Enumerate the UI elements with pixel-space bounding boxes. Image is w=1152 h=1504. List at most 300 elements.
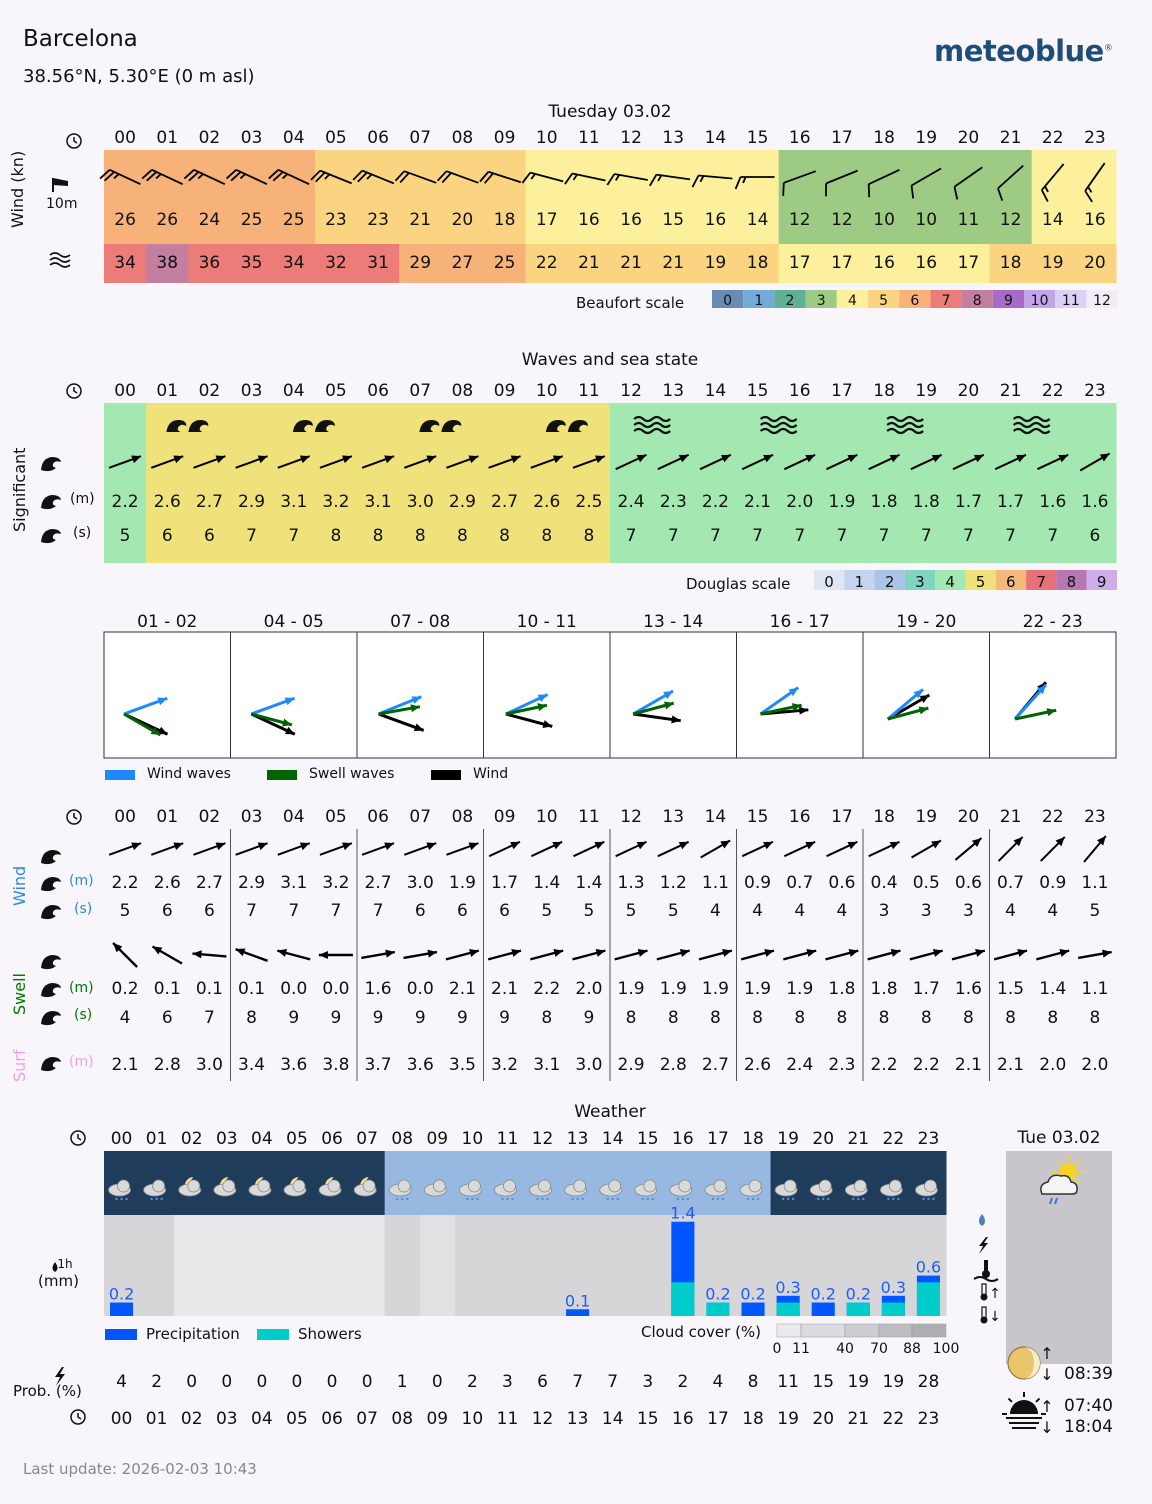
thunder-prob-value: 0 bbox=[221, 1372, 233, 1392]
waves-hour-label: 21 bbox=[999, 381, 1022, 401]
legend-precipitation: Precipitation bbox=[146, 1325, 240, 1343]
thunder-hour-label: 22 bbox=[882, 1409, 905, 1429]
detail-hour-label: 00 bbox=[114, 807, 136, 827]
showers-bar bbox=[847, 1303, 870, 1316]
water-drop-icon bbox=[979, 1214, 985, 1226]
wind-wave-period: 4 bbox=[794, 901, 806, 921]
detail-hour-label: 07 bbox=[409, 807, 432, 827]
thunder-prob-value: 19 bbox=[847, 1372, 870, 1392]
wind-wave-arrow bbox=[574, 842, 605, 856]
sig-wave-period: 7 bbox=[836, 526, 848, 546]
surf-height: 2.2 bbox=[912, 1055, 940, 1075]
wind-speed-value: 18 bbox=[493, 210, 516, 230]
detail-hour-label: 13 bbox=[662, 807, 685, 827]
swell-arrow bbox=[1036, 949, 1069, 959]
waves-hour-label: 01 bbox=[156, 381, 179, 401]
wind-wave-arrow bbox=[999, 837, 1023, 861]
thunder-hour-label: 04 bbox=[251, 1409, 273, 1429]
weather-hour-label: 06 bbox=[321, 1129, 343, 1149]
wind-hour-label: 11 bbox=[578, 128, 600, 148]
wind-hour-label: 12 bbox=[620, 128, 642, 148]
sig-wave-period: 7 bbox=[710, 526, 721, 546]
weather-hour-label: 03 bbox=[215, 1129, 238, 1149]
waves-hour-label: 19 bbox=[915, 381, 938, 401]
swell-arrow bbox=[910, 949, 943, 959]
thunder-hour-label: 20 bbox=[812, 1409, 835, 1429]
thunder-prob-value: 3 bbox=[642, 1372, 654, 1392]
temp-max-icon bbox=[981, 1284, 1001, 1302]
swell-height: 1.9 bbox=[701, 979, 729, 999]
waves-hour-label: 02 bbox=[198, 381, 221, 401]
surf-height: 2.3 bbox=[828, 1055, 856, 1075]
sun-half bbox=[1010, 1400, 1038, 1414]
douglas-legend-value: 8 bbox=[1066, 573, 1077, 591]
wind-gust-value: 16 bbox=[873, 253, 895, 273]
vector-panel bbox=[737, 632, 864, 758]
sig-wave-height: 2.3 bbox=[659, 492, 687, 512]
sunrise-arrow-icon: ↑ bbox=[1040, 1397, 1054, 1416]
thunder-hour-label: 17 bbox=[707, 1409, 729, 1429]
wind-wave-height: 2.7 bbox=[195, 873, 223, 893]
vector-panel-label: 10 - 11 bbox=[516, 612, 577, 632]
wind-wave-arrow bbox=[701, 841, 730, 858]
wind-gust-value: 25 bbox=[493, 253, 516, 273]
waves-hour-label: 12 bbox=[620, 381, 642, 401]
sig-wave-period: 8 bbox=[541, 526, 553, 546]
cloud-cover-cell bbox=[244, 1215, 280, 1316]
surf-height: 3.6 bbox=[406, 1055, 434, 1075]
wind-wave-period: 6 bbox=[414, 901, 426, 921]
wind-wave-height: 0.6 bbox=[828, 873, 856, 893]
surf-height: 2.1 bbox=[954, 1055, 982, 1075]
surf-height: 2.9 bbox=[617, 1055, 645, 1075]
rain-drop bbox=[787, 1198, 789, 1200]
swell-arrow bbox=[446, 949, 479, 959]
rain-drop bbox=[647, 1198, 649, 1200]
wind-wave-period: 6 bbox=[499, 901, 510, 921]
thunder-hour-label: 12 bbox=[531, 1409, 554, 1429]
waves-hour-label: 05 bbox=[325, 381, 347, 401]
rain-drop bbox=[677, 1198, 679, 1200]
douglas-legend-value: 7 bbox=[1036, 573, 1046, 591]
detail-hour-label: 14 bbox=[704, 807, 727, 827]
wind-gust-value: 36 bbox=[198, 253, 221, 273]
wind-wave-period: 5 bbox=[541, 901, 553, 921]
sig-wave-period-icon-shape bbox=[41, 529, 61, 543]
surf-height: 3.6 bbox=[280, 1055, 308, 1075]
vector-panel-label: 22 - 23 bbox=[1022, 612, 1083, 632]
vector-panel-label: 04 - 05 bbox=[263, 612, 324, 632]
sig-wave-period-icon bbox=[41, 529, 61, 543]
swell-height: 0.0 bbox=[406, 979, 434, 999]
wind-speed-value: 12 bbox=[999, 210, 1022, 230]
wind-hour-label: 23 bbox=[1084, 128, 1106, 148]
swell-height: 1.5 bbox=[997, 979, 1025, 999]
thunder-prob-value: 2 bbox=[677, 1372, 689, 1392]
weather-hour-label: 21 bbox=[847, 1129, 870, 1149]
cloud-cover-cell bbox=[525, 1215, 561, 1316]
wind-gust-value: 34 bbox=[114, 253, 136, 273]
wind-hour-label: 22 bbox=[1041, 128, 1064, 148]
rain-drop bbox=[757, 1198, 759, 1200]
rain-drop bbox=[852, 1198, 854, 1200]
beaufort-legend-label: Beaufort scale bbox=[576, 294, 685, 312]
wind-wave-height: 2.7 bbox=[364, 873, 392, 893]
rain-drop bbox=[511, 1198, 513, 1200]
cloud-top bbox=[258, 1180, 270, 1192]
windsock-bag bbox=[53, 178, 68, 186]
moonset-time: 08:39 bbox=[1064, 1364, 1113, 1384]
precip-axis-label: (mm) bbox=[38, 1272, 79, 1290]
swell-period: 8 bbox=[667, 1008, 679, 1028]
sig-wave-period: 7 bbox=[667, 526, 679, 546]
wind-speed-value: 16 bbox=[578, 210, 600, 230]
location-coordinates: 38.56°N, 5.30°E (0 m asl) bbox=[23, 66, 255, 87]
wind-speed-value: 26 bbox=[156, 210, 179, 230]
cloud-top bbox=[924, 1180, 936, 1192]
wind-gust-value: 22 bbox=[535, 253, 558, 273]
swell-period: 8 bbox=[963, 1008, 974, 1028]
cloud-cover-cell bbox=[139, 1215, 175, 1316]
swell-height: 1.8 bbox=[870, 979, 898, 999]
thunder-hour-label: 03 bbox=[215, 1409, 238, 1429]
wind-hour-label: 02 bbox=[198, 128, 221, 148]
beaufort-legend-value: 3 bbox=[816, 293, 826, 309]
detail-hour-label: 01 bbox=[156, 807, 179, 827]
down-arrow-icon: ↓ bbox=[989, 1309, 1001, 1325]
swell-height: 2.1 bbox=[448, 979, 476, 999]
wind-wave-height: 1.4 bbox=[533, 873, 561, 893]
weather-hour-label: 22 bbox=[882, 1129, 905, 1149]
swell-height: 1.6 bbox=[954, 979, 982, 999]
waves-hour-label: 14 bbox=[704, 381, 727, 401]
wind-gust-value: 18 bbox=[746, 253, 769, 273]
sig-wave-height: 1.8 bbox=[912, 492, 940, 512]
cloud-cover-swatch bbox=[845, 1324, 879, 1337]
cloud-top bbox=[328, 1180, 340, 1192]
swell-height-icon bbox=[41, 983, 61, 997]
precipitation-bar bbox=[812, 1303, 835, 1316]
swell-arrow-head bbox=[319, 951, 328, 959]
douglas-legend-value: 0 bbox=[824, 573, 834, 591]
thunder-prob-value: 3 bbox=[502, 1372, 513, 1392]
wind-wave-period: 7 bbox=[246, 901, 257, 921]
swell-height: 2.2 bbox=[533, 979, 561, 999]
swell-arrow-head bbox=[385, 950, 395, 958]
wind-gust-value: 16 bbox=[915, 253, 938, 273]
rain-drop bbox=[541, 1198, 543, 1200]
thunder-hour-label: 16 bbox=[672, 1409, 694, 1429]
gust-line bbox=[50, 253, 70, 257]
sun-ray bbox=[1036, 1398, 1040, 1402]
sig-wave-height: 2.1 bbox=[744, 492, 772, 512]
thunder-hour-label: 18 bbox=[742, 1409, 764, 1429]
rain-drop bbox=[115, 1198, 117, 1200]
swell-height: 1.7 bbox=[912, 979, 940, 999]
legend-cloud-cover: Cloud cover (%) bbox=[641, 1323, 762, 1341]
rain-drop bbox=[396, 1198, 398, 1200]
surf-height: 2.1 bbox=[997, 1055, 1025, 1075]
wind-wave-arrow bbox=[658, 842, 689, 856]
cloud-cover-cell bbox=[209, 1215, 245, 1316]
swell-arrow bbox=[1078, 950, 1111, 958]
showers-bar bbox=[671, 1282, 694, 1316]
sig-wave-period: 7 bbox=[794, 526, 806, 546]
wind-wave-period: 5 bbox=[583, 901, 595, 921]
swell-period: 8 bbox=[541, 1008, 553, 1028]
rain-drop bbox=[576, 1198, 578, 1200]
thermo-stem bbox=[982, 1307, 986, 1318]
showers-bar bbox=[777, 1303, 800, 1316]
legend-wind: Wind bbox=[473, 766, 509, 782]
sig-wave-height: 2.7 bbox=[491, 492, 519, 512]
thunder-hour-label: 23 bbox=[917, 1409, 940, 1429]
windsock-icon bbox=[53, 178, 68, 192]
thunder-prob-value: 0 bbox=[291, 1372, 303, 1392]
cloud-top bbox=[819, 1180, 831, 1192]
wind-speed-value: 14 bbox=[746, 210, 769, 230]
rain-drop bbox=[862, 1198, 864, 1200]
douglas-legend-value: 6 bbox=[1006, 573, 1016, 591]
wind-wave-arrow bbox=[320, 842, 352, 854]
cloud-top bbox=[644, 1180, 656, 1192]
wind-wave-height: 1.4 bbox=[575, 873, 603, 893]
wind-speed-value: 23 bbox=[325, 210, 347, 230]
wind-hour-label: 00 bbox=[114, 128, 136, 148]
vector-panel bbox=[104, 632, 231, 758]
wind-speed-value: 12 bbox=[788, 210, 811, 230]
sig-wave-height: 1.9 bbox=[828, 492, 856, 512]
detail-hour-label: 16 bbox=[788, 807, 811, 827]
sig-wave-period: 7 bbox=[963, 526, 974, 546]
surf-height: 2.1 bbox=[111, 1055, 139, 1075]
rain-drop bbox=[466, 1198, 468, 1200]
surf-height: 2.7 bbox=[701, 1055, 729, 1075]
cloud-cover-tick: 40 bbox=[836, 1341, 854, 1357]
swell-height: 1.9 bbox=[744, 979, 772, 999]
thunder-prob-value: 0 bbox=[431, 1372, 443, 1392]
wind-wave-arrow bbox=[362, 842, 394, 854]
cloud-top bbox=[574, 1180, 586, 1192]
thunder-clock-icon bbox=[71, 1410, 85, 1424]
cloud-top bbox=[153, 1180, 165, 1192]
sig-wave-period: 7 bbox=[752, 526, 763, 546]
swell-arrow-head bbox=[1102, 950, 1112, 958]
rain-drop bbox=[927, 1198, 929, 1200]
cloud-cover-cell bbox=[385, 1215, 421, 1316]
beaufort-legend-value: 9 bbox=[1003, 293, 1013, 309]
swell-period: 9 bbox=[457, 1008, 468, 1028]
sig-wave-height: 2.5 bbox=[575, 492, 603, 512]
sig-wave-height: 2.9 bbox=[448, 492, 476, 512]
waves-hour-label: 18 bbox=[873, 381, 895, 401]
sig-wave-period: 8 bbox=[583, 526, 595, 546]
swell-arrow bbox=[572, 949, 605, 959]
surf-height: 3.0 bbox=[195, 1055, 223, 1075]
thunder-prob-value: 0 bbox=[326, 1372, 338, 1392]
sig-wave-height: 3.1 bbox=[280, 492, 308, 512]
sig-wave-height: 2.6 bbox=[153, 492, 181, 512]
beaufort-legend-value: 8 bbox=[972, 293, 982, 309]
wind-wave-arrow-head bbox=[342, 842, 352, 850]
thunder-prob-value: 1 bbox=[396, 1372, 408, 1392]
precip-hourly-icon bbox=[53, 1257, 73, 1272]
wind-wave-period: 4 bbox=[1047, 901, 1059, 921]
wind-hour-label: 14 bbox=[704, 128, 727, 148]
swell-direction-icon-shape bbox=[41, 955, 61, 969]
waves-hour-label: 04 bbox=[282, 381, 305, 401]
legend-showers-swatch bbox=[257, 1329, 289, 1340]
rain-drop bbox=[717, 1198, 719, 1200]
thunder-hour-label: 13 bbox=[566, 1409, 589, 1429]
beaufort-legend-value: 10 bbox=[1030, 293, 1049, 309]
rain-drop bbox=[932, 1198, 934, 1200]
detail-hour-label: 11 bbox=[578, 807, 600, 827]
rain-drop bbox=[687, 1198, 689, 1200]
moonset-arrow-icon: ↓ bbox=[1040, 1365, 1054, 1384]
surf-height: 3.5 bbox=[448, 1055, 476, 1075]
cloud-cover-tick: 88 bbox=[903, 1341, 921, 1357]
legend-swell-waves: Swell waves bbox=[309, 766, 395, 782]
wind-wave-height: 3.2 bbox=[322, 873, 350, 893]
sun-ray bbox=[1008, 1398, 1012, 1402]
sig-wave-period: 7 bbox=[246, 526, 257, 546]
precipitation-value: 1.4 bbox=[670, 1203, 696, 1223]
detail-hour-label: 08 bbox=[451, 807, 474, 827]
wind-gust-value: 21 bbox=[662, 253, 685, 273]
swell-period: 8 bbox=[625, 1008, 637, 1028]
wind-hour-label: 18 bbox=[873, 128, 895, 148]
detail-hour-label: 10 bbox=[535, 807, 558, 827]
wind-speed-value: 23 bbox=[367, 210, 389, 230]
clock-hands bbox=[78, 1413, 81, 1419]
wind-hour-label: 08 bbox=[451, 128, 474, 148]
thunder-prob-value: 0 bbox=[256, 1372, 268, 1392]
weather-hour-label: 00 bbox=[110, 1129, 133, 1149]
swell-period: 8 bbox=[246, 1008, 257, 1028]
thunder-hour-label: 06 bbox=[321, 1409, 343, 1429]
rain-drop bbox=[607, 1198, 609, 1200]
wind-speed-value: 25 bbox=[240, 210, 263, 230]
precipitation-bar bbox=[742, 1303, 765, 1316]
wind-wave-period: 7 bbox=[330, 901, 342, 921]
wind-gust-value: 35 bbox=[240, 253, 263, 273]
rain-drop bbox=[401, 1198, 403, 1200]
wind-wave-period: 3 bbox=[878, 901, 890, 921]
swell-arrow bbox=[615, 949, 648, 959]
showers-bar bbox=[882, 1303, 905, 1316]
wind-wave-height: 3.0 bbox=[406, 873, 434, 893]
legend-wind-waves-swatch bbox=[105, 770, 135, 780]
weather-hour-label: 15 bbox=[636, 1129, 659, 1149]
wind-speed-value: 26 bbox=[114, 210, 136, 230]
weather-hour-label: 05 bbox=[286, 1129, 308, 1149]
wind-gust-value: 31 bbox=[367, 253, 389, 273]
summary-date: Tue 03.02 bbox=[1017, 1128, 1101, 1148]
thunder-hour-label: 01 bbox=[145, 1409, 168, 1429]
cloud-cover-tick: 11 bbox=[792, 1341, 810, 1357]
surf-height: 3.1 bbox=[533, 1055, 561, 1075]
wind-gust-value: 20 bbox=[1084, 253, 1106, 273]
wind-gust-value: 34 bbox=[282, 253, 305, 273]
legend-wind-waves: Wind waves bbox=[147, 766, 231, 782]
weather-hour-label: 16 bbox=[672, 1129, 694, 1149]
wind-waves-m-unit: (m) bbox=[69, 873, 94, 889]
swell-arrow-head bbox=[236, 948, 246, 956]
wind-wave-arrow-head bbox=[258, 842, 268, 850]
wind-wave-height: 0.9 bbox=[1039, 873, 1067, 893]
lightning-icon bbox=[979, 1237, 988, 1254]
legend-wind-swatch bbox=[431, 770, 461, 780]
wind-speed-value: 10 bbox=[915, 210, 938, 230]
waves-hour-label: 20 bbox=[957, 381, 980, 401]
swell-period: 7 bbox=[204, 1008, 215, 1028]
rain-drop bbox=[150, 1198, 152, 1200]
wind-wave-height: 1.3 bbox=[617, 873, 645, 893]
swell-period: 8 bbox=[1089, 1008, 1101, 1028]
temp-min-icon bbox=[981, 1307, 1001, 1325]
sig-wave-height: 1.8 bbox=[870, 492, 898, 512]
cloud-cover-tick: 70 bbox=[870, 1341, 888, 1357]
rain-drop bbox=[722, 1198, 724, 1200]
weather-hour-label: 02 bbox=[180, 1129, 203, 1149]
rain-drop bbox=[922, 1198, 924, 1200]
wind-wave-period: 3 bbox=[920, 901, 932, 921]
lightning-icon bbox=[55, 1367, 65, 1386]
sig-wave-height: 3.2 bbox=[322, 492, 350, 512]
wind-speed-value: 14 bbox=[1041, 210, 1064, 230]
wind-wave-period-icon bbox=[41, 905, 61, 919]
vector-panel-label: 07 - 08 bbox=[390, 612, 451, 632]
wind-wave-height: 3.1 bbox=[280, 873, 308, 893]
weather-hour-label: 14 bbox=[601, 1129, 624, 1149]
detail-hour-label: 06 bbox=[367, 807, 389, 827]
sig-wave-period: 6 bbox=[204, 526, 215, 546]
wind-gust-value: 21 bbox=[620, 253, 642, 273]
brand-name: meteoblue bbox=[934, 34, 1104, 68]
swell-arrow bbox=[657, 949, 690, 959]
swell-s-unit: (s) bbox=[74, 1007, 93, 1023]
weather-hour-label: 11 bbox=[496, 1129, 519, 1149]
sig-wave-height: 2.9 bbox=[238, 492, 266, 512]
wind-wave-arrow bbox=[869, 842, 900, 856]
wind-wave-arrow-head bbox=[300, 842, 310, 850]
swell-period: 8 bbox=[836, 1008, 848, 1028]
vector-panel-label: 13 - 14 bbox=[643, 612, 704, 632]
rain-drop bbox=[612, 1198, 614, 1200]
wind-wave-height-icon bbox=[41, 877, 61, 891]
vector-panel-label: 16 - 17 bbox=[769, 612, 830, 632]
wind-wave-arrow bbox=[278, 842, 310, 854]
swell-height: 2.1 bbox=[491, 979, 519, 999]
wind-speed-value: 11 bbox=[957, 210, 980, 230]
wind-speed-value: 15 bbox=[662, 210, 685, 230]
cloud-cover-tick: 0 bbox=[772, 1341, 782, 1357]
sig-wave-height: 1.6 bbox=[1039, 492, 1067, 512]
clock-hands bbox=[74, 387, 77, 393]
wind-wave-height: 0.7 bbox=[786, 873, 814, 893]
cloud-cover-cell bbox=[174, 1215, 210, 1316]
sig-wave-period: 7 bbox=[1005, 526, 1016, 546]
sig-wave-height: 2.6 bbox=[533, 492, 561, 512]
showers-bar bbox=[917, 1282, 940, 1316]
lightning-bolt bbox=[55, 1367, 65, 1386]
rain-drop bbox=[892, 1198, 894, 1200]
rain-drop bbox=[125, 1198, 127, 1200]
swell-height: 1.1 bbox=[1081, 979, 1109, 999]
wind-wave-period: 4 bbox=[752, 901, 763, 921]
thunder-hour-label: 09 bbox=[426, 1409, 449, 1429]
